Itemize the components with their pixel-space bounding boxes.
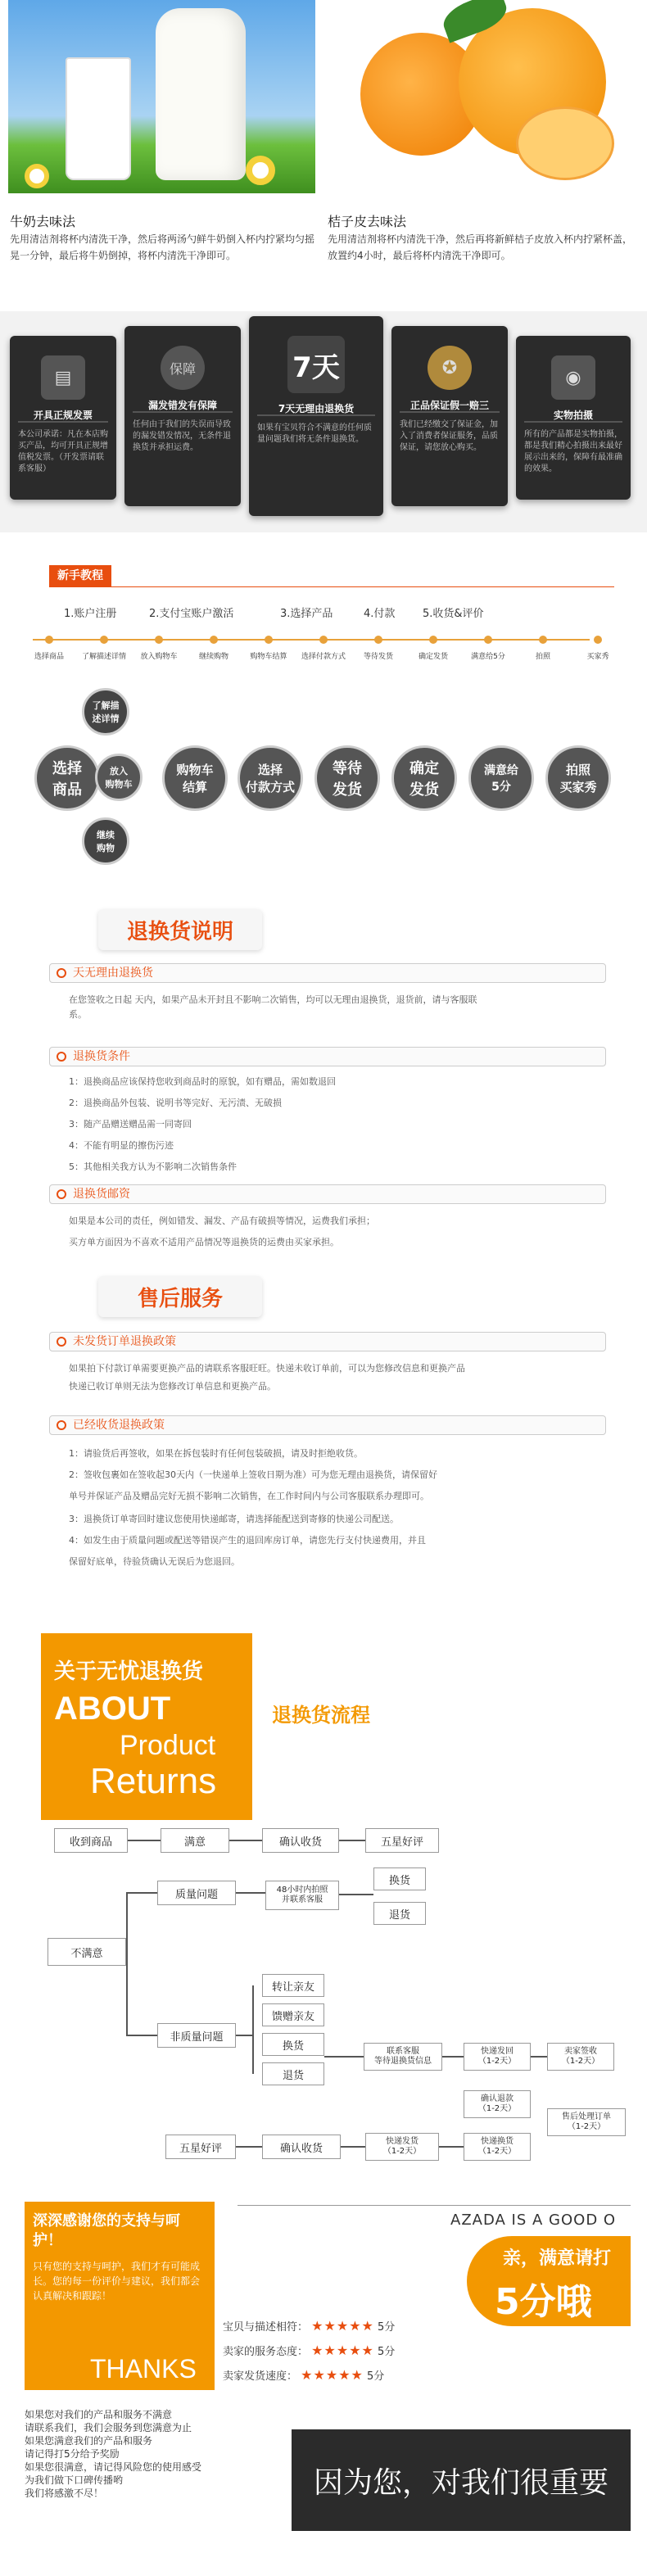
card-title: 开具正规发票 — [33, 410, 93, 421]
flow-detail: 了解描 述详情 — [82, 688, 129, 736]
bottom-line: 如果您对我们的产品和服务不满意 — [25, 2409, 173, 2420]
progress-step-label: 选择付款方式 — [301, 653, 346, 661]
progress-dot — [155, 636, 163, 644]
tip-text-milk: 先用清洁剂将杯内清洗干净，然后将两汤勺鲜牛奶倒入杯内拧紧均匀摇晃一分钟，最后将牛奶倒掉，将杯内清洗干净即可。 — [10, 233, 315, 261]
slogan-box — [292, 2429, 631, 2531]
card-text: 我们已经缴交了保证金，加入了消费者保证服务，品质保证，请您放心购买。 — [400, 420, 498, 452]
step-top-4: 4.付款 — [364, 608, 396, 620]
progress-step-label: 拍照 — [535, 653, 551, 661]
bottom-line: 我们将感激不尽！ — [25, 2488, 104, 2499]
thanks-block — [25, 2202, 215, 2390]
medal-icon: ✪ — [428, 346, 472, 390]
banner-cn: 关于无忧退换货 — [54, 1659, 204, 1684]
progress-dot — [539, 636, 547, 644]
fc-gift: 馈赠亲友 — [262, 2003, 324, 2026]
returns-item-5: 5：其他相关我方认为不影响二次销售条件 — [69, 1161, 237, 1172]
fc-seller-confirm: 卖家签收 （1-2天） — [547, 2043, 614, 2071]
aftersale-item-1: 1：请验货后再签收，如果在拆包装时有任何包装破损，请及时拒绝收货。 — [69, 1448, 363, 1459]
aftersale-item-4: 3：退换货订单寄回时建议您使用快递邮寄，请选择能配送到寄修的快递公司配送。 — [69, 1514, 399, 1524]
card-title: 实物拍摄 — [553, 410, 593, 421]
sub-head-text: 已经收货退换政策 — [73, 1419, 165, 1432]
bottom-line: 为我们做下口碑传播哟 — [25, 2474, 124, 2486]
orange-block — [41, 1633, 252, 1820]
progress-dot — [210, 636, 218, 644]
progress-dot — [45, 636, 53, 644]
rate-head: 亲，满意请打 — [503, 2248, 612, 2269]
card-text: 任何由于我们的失误而导致的漏发错发情况，无条件退换货并承担运费。 — [133, 420, 231, 452]
flow-continue: 继续 购物 — [82, 817, 129, 865]
flow-confirm: 确定 发货 — [391, 745, 457, 811]
progress-step-label: 买家秀 — [586, 653, 609, 661]
slogan: 因为您，对我们很重要 — [313, 2465, 609, 2500]
rate-badge — [467, 2236, 631, 2326]
fc-express-send: 快递发回 （1-2天） — [464, 2043, 531, 2071]
rating-label: 卖家发货速度： — [223, 2370, 298, 2383]
thanks-head: 深深感谢您的支持与呵护！ — [33, 2212, 180, 2249]
aftersale-item-3: 单号并保证产品及赠品完好无损不影响二次销售，在工作时间内与公司客服联系办理即可。 — [69, 1491, 429, 1501]
aftersale-item-5: 4：如发生由于质量问题或配送等错误产生的退回库房订单，请您先行支付快递费用，并且 — [69, 1535, 426, 1546]
progress-dot — [429, 636, 437, 644]
bottom-line: 请联系我们，我们会服务到您满意为止 — [25, 2422, 192, 2433]
card-text: 所有的产品都是实物拍摄，都是我们精心拍摄出来最好展示出来的，保障有最准确的效果。 — [524, 430, 622, 473]
banner-about: ABOUT — [54, 1691, 171, 1727]
rating-score: 5分 — [378, 2321, 396, 2334]
rating-row-1 — [223, 2318, 395, 2334]
flow-cart: 放入 购物车 — [95, 754, 143, 801]
star-icon: ★★★★★ — [311, 2343, 374, 2358]
tip-title-orange: 桔子皮去味法 — [328, 214, 407, 229]
fc-return2: 退货 — [262, 2062, 324, 2085]
sub-head-text: 退换货邮资 — [73, 1188, 130, 1201]
aftersale-title: 售后服务 — [98, 1276, 262, 1317]
progress-dot — [374, 636, 382, 644]
tip-text-orange: 先用清洁剂将杯内清洗干净，然后再将新鲜桔子皮放入杯内拧紧杯盖，放置约4小时，最后将杯内清洗干净即可。 — [328, 233, 633, 261]
fc-cs-contact: 联系客服 等待退换货信息 — [364, 2043, 442, 2071]
milk-glass — [66, 57, 131, 180]
fc-transfer: 转让亲友 — [262, 1974, 324, 1997]
flow-checkout: 购物车 结算 — [162, 745, 228, 811]
flow-photo: 拍照 买家秀 — [545, 745, 611, 811]
fc-quality: 质量问题 — [157, 1881, 236, 1905]
step-top-2: 2.支付宝账户激活 — [149, 608, 234, 620]
progress-step-label: 确定发货 — [418, 653, 449, 661]
card-photo — [516, 336, 631, 500]
returns-text-1: 在您签收之日起 天内，如果产品未开封且不影响二次销售，均可以无理由退换货，退货前，请与客服联系。 — [69, 994, 477, 1020]
progress-step-label: 放入购物车 — [140, 653, 178, 661]
returns-title: 退换货说明 — [98, 909, 262, 950]
aftersale-item-6: 保留好底单，待验货确认无误后为您退回。 — [69, 1556, 240, 1567]
fc-express-exchange: 快递换货 （1-2天） — [464, 2133, 531, 2161]
milk-photo — [8, 0, 315, 193]
fc-48h: 48小时内拍照 并联系客服 — [265, 1881, 339, 1910]
returns-sub-3 — [49, 1184, 606, 1204]
card-text: 本公司承诺：凡在本店购买产品，均可开具正规增值税发票。（开发票请联系客服） — [18, 430, 108, 473]
card-title: 7天无理由退换货 — [278, 403, 355, 414]
progress-dot — [265, 636, 273, 644]
returns-item-3: 3：随产品赠送赠品需一同寄回 — [69, 1119, 192, 1130]
rating-score: 5分 — [367, 2370, 385, 2383]
progress-line — [33, 639, 590, 641]
fc-confirm: 确认收货 — [262, 1828, 339, 1853]
thanks-body: 只有您的支持与呵护，我们才有可能成长。您的每一份评价与建议，我们都会认真解决和跟踪！ — [33, 2261, 201, 2302]
warranty-icon: 保障 — [161, 346, 205, 390]
returns-item-2: 2：退换商品外包装、说明书等完好、无污渍、无破损 — [69, 1098, 282, 1108]
bottom-line: 如果您很满意，请记得风险您的使用感受 — [25, 2461, 202, 2473]
rate-big: 5分哦 — [495, 2281, 592, 2323]
rating-row-3 — [223, 2367, 384, 2383]
fc-satisfied: 满意 — [161, 1828, 229, 1853]
returns-text-3a: 如果是本公司的责任，例如错发、漏发、产品有破损等情况，运费我们承担； — [69, 1216, 375, 1226]
returns-text-3b: 买方单方面因为不喜欢不适用产品情况等退换货的运费由买家承担。 — [69, 1237, 339, 1247]
bottom-text — [25, 2408, 270, 2500]
progress-step-label: 满意给5分 — [471, 653, 505, 661]
progress-step-label: 继续购物 — [198, 653, 229, 661]
aftersale-sub-1 — [49, 1332, 606, 1351]
sub-head-text: 未发货订单退换政策 — [73, 1335, 176, 1348]
progress-step-label: 选择商品 — [34, 653, 65, 661]
service-cards — [0, 311, 647, 532]
card-warranty — [124, 326, 241, 506]
fc-confirm-return: 确认退款 （1-2天） — [464, 2090, 531, 2118]
fc-five-star2: 五星好评 — [165, 2135, 236, 2159]
step-top-3: 3.选择产品 — [280, 608, 333, 620]
returns-item-1: 1：退换商品应该保持您收到商品时的原貌，如有赠品，需如数退回 — [69, 1076, 336, 1087]
about-banner — [0, 1633, 647, 1822]
fc-return: 退货 — [373, 1902, 426, 1925]
fc-exchange: 换货 — [373, 1867, 426, 1890]
tip-title-milk: 牛奶去味法 — [10, 214, 76, 229]
fc-five-star: 五星好评 — [365, 1828, 439, 1853]
fc-exchange2: 换货 — [262, 2033, 324, 2056]
progress-step-label: 了解描述详情 — [81, 653, 127, 661]
camera-icon: ◉ — [551, 355, 595, 400]
banner-returns: Returns — [90, 1761, 217, 1801]
flow-title: 退换货流程 — [272, 1704, 370, 1727]
aftersale-text-1a: 如果拍下付款订单需要更换产品的请联系客服旺旺。快递未收订单前，可以为您修改信息和更换产品 — [69, 1363, 465, 1374]
rating-label: 宝贝与描述相符： — [223, 2321, 309, 2334]
progress-dot — [594, 636, 602, 644]
returns-item-4: 4：不能有明显的擦伤污迹 — [69, 1140, 174, 1151]
invoice-icon: ▤ — [41, 355, 85, 400]
progress-dot — [100, 636, 108, 644]
progress-dot — [319, 636, 328, 644]
flow-select: 选择 商品 — [34, 745, 100, 811]
fc-non-quality: 非质量问题 — [157, 2023, 236, 2048]
card-genuine — [391, 326, 508, 506]
sub-head-text: 天无理由退换货 — [73, 967, 153, 980]
sub-head-text: 退换货条件 — [73, 1050, 130, 1063]
step-top-5: 5.收货&评价 — [423, 608, 484, 620]
fc-dissatisfied: 不满意 — [48, 1938, 126, 1966]
returns-sub-2 — [49, 1047, 606, 1066]
bottom-line: 如果您满意我们的产品和服务 — [25, 2435, 153, 2447]
rating-label: 卖家的服务态度： — [223, 2346, 309, 2358]
marquee-text: AZADA IS A GOOD O — [450, 2212, 617, 2229]
rating-score: 5分 — [378, 2346, 396, 2358]
seven-day-icon: 7天 — [287, 336, 345, 393]
card-title: 正品保证假一赔三 — [409, 400, 489, 411]
flow-pay: 选择 付款方式 — [238, 745, 303, 811]
card-invoice — [10, 336, 116, 500]
fc-receive: 收到商品 — [54, 1828, 128, 1853]
fc-express-back: 快递发货 （1-2天） — [365, 2133, 439, 2161]
flow-score: 满意给 5分 — [468, 745, 534, 811]
fc-after-sale: 售后处理订单 （1-2天） — [547, 2108, 626, 2136]
bottom-line: 请记得打5分给予奖励 — [25, 2448, 120, 2460]
thanks-word: THANKS — [90, 2354, 197, 2384]
card-title: 漏发错发有保障 — [147, 400, 217, 411]
aftersale-text-1b: 快递已收订单则无法为您修改订单信息和更换产品。 — [69, 1381, 276, 1392]
card-text: 如果有宝贝符合不满意的任何质量问题我们将无条件退换货。 — [257, 423, 372, 444]
returns-sub-1 — [49, 963, 606, 983]
progress-step-label: 购物车结算 — [250, 653, 287, 661]
milk-bottle — [156, 8, 246, 180]
card-seven-day — [249, 316, 383, 516]
aftersale-item-2: 2：签收包裹如在签收起30天内（一快递单上签收日期为准）可为您无理由退换货，请保留好 — [69, 1469, 437, 1480]
banner-product: Product — [120, 1730, 216, 1761]
flow-wait: 等待 发货 — [314, 745, 380, 811]
tutorial-tag: 新手教程 — [49, 565, 111, 586]
aftersale-sub-2 — [49, 1415, 606, 1435]
star-icon: ★★★★★ — [301, 2367, 364, 2383]
rating-row-2 — [223, 2343, 395, 2358]
star-icon: ★★★★★ — [311, 2318, 374, 2334]
orange-photo — [328, 0, 635, 193]
fc-confirm2: 确认收货 — [262, 2135, 341, 2159]
progress-step-label: 等待发货 — [363, 653, 394, 661]
progress-dot — [484, 636, 492, 644]
step-top-1: 1.账户注册 — [64, 608, 117, 620]
